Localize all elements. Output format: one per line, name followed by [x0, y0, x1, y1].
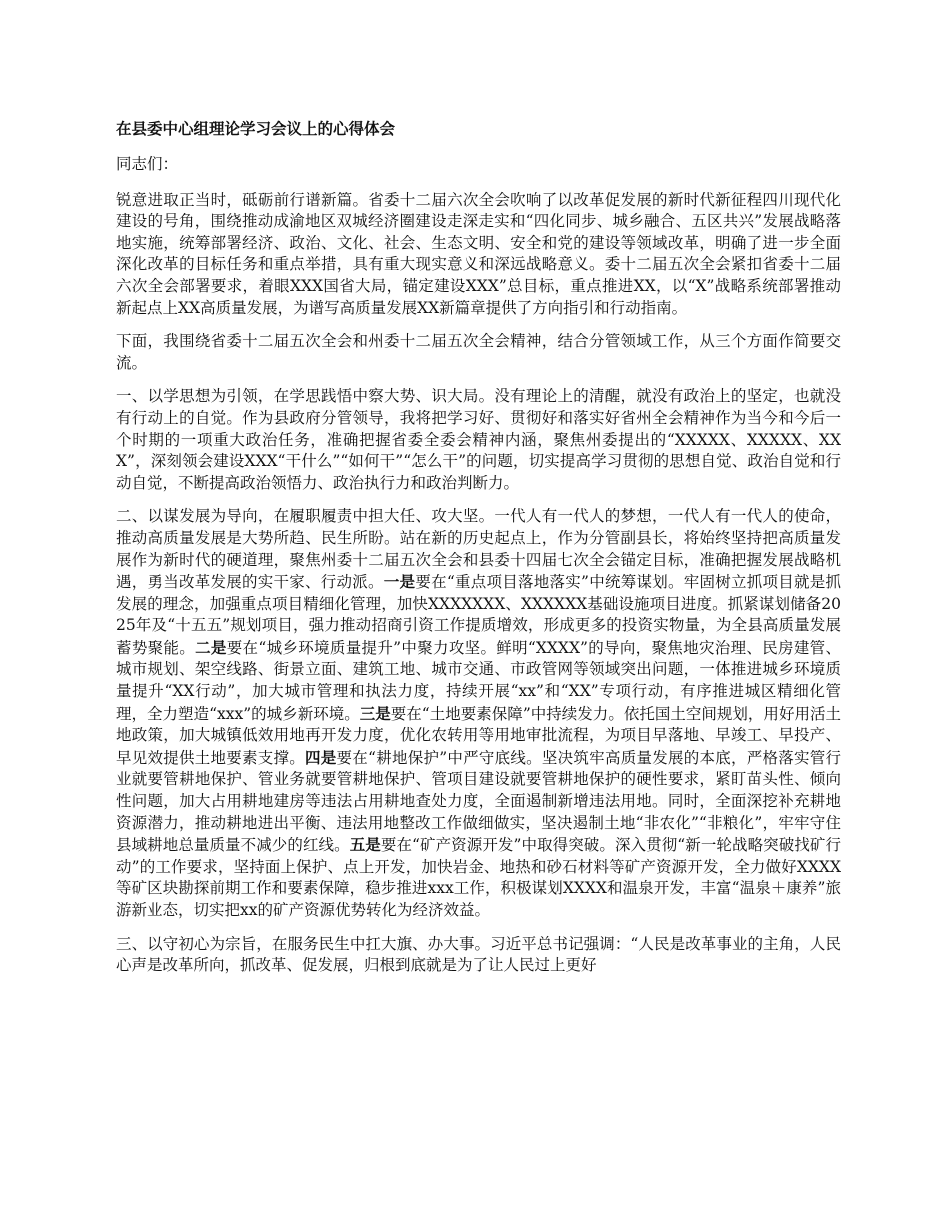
section-two-point-two: 要在“城乡环境质量提升”中聚力攻坚。鲜明“XXXX”的导向，聚焦地灾治理、民房建管、城市规划、架空线路、街景立面、建筑工地、城市交通、市政管网等领域突出问题，一体推进城乡环境质量提升“XX行动”，加大城市管理和执法力度，持续开展“xx”和“XX”专项行动，有序推进城区精细化管理，全力塑造“xxx”的城乡新环境。 — [116, 638, 841, 723]
keyword-fourth: 四是 — [305, 747, 337, 767]
section-two-point-four: 要在“耕地保护”中严守底线。坚决筑牢高质量发展的本底，严格落实管行业就要管耕地保护、管业务就要管耕地保护、管项目建设就要管耕地保护的硬性要求，紧盯苗头性、倾向性问题，加大占用耕地建房等违法占用耕地查处力度，全面遏制新增违法用地。同时，全面深挖补充耕地资源潜力，推动耕地进出平衡、违法用地整改工作做细做实，坚决遏制土地“非农化”“非粮化”，牢牢守住县域耕地总量质量不减少的红线。 — [116, 748, 841, 855]
paragraph-section-one: 一、以学思想为引领，在学思践悟中察大势、识大局。没有理论上的清醒，就没有政治上的坚定，也就没有行动上的自觉。作为县政府分管领导，我将把学习好、贯彻好和落实好省州全会精神作为当今和今后一个时期的一项重大政治任务，准确把握省委全委会精神内涵，聚焦州委提出的“XXXXX、XXXXX、XXX”，深刻领会建设XXX“干什么”“如何干”“怎么干”的问题，切实提高学习贯彻的思想自觉、政治自觉和行动自觉，不断提高政治领悟力、政治执行力和政治判断力。 — [116, 387, 841, 492]
keyword-third: 三是 — [359, 703, 391, 723]
keyword-fifth: 五是 — [349, 835, 381, 855]
document-title: 在县委中心组理论学习会议上的心得体会 — [116, 119, 396, 138]
section-two-point-one: 要在“重点项目落地落实”中统筹谋划。牢固树立抓项目就是抓发展的理念，加强重点项目精细化管理，加快XXXXXXX、XXXXXX基础设施项目进度。抓紧谋划储备2025年及“十五五”规划项目，强力推动招商引资工作提质增效，形成更多的投资实物量，为全县高质量发展蓄势聚能。 — [116, 573, 841, 657]
keyword-first: 一是 — [383, 572, 416, 592]
paragraph-section-three: 三、以守初心为宗旨，在服务民生中扛大旗、办大事。习近平总书记强调：“人民是改革事业的主角，人民心声是改革所向，抓改革、促发展，归根到底就是为了让人民过上更好 — [116, 934, 841, 975]
paragraph-section-two — [116, 506, 841, 921]
section-two-intro: 二、以谋发展为导向，在履职履责中担大任、攻大坚。一代人有一代人的梦想，一代人有一代人的使命，推动高质量发展是大势所趋、民生所盼。站在新的历史起点上，作为分管副县长，将始终坚持把高质量发展作为新时代的硬道理，聚焦州委十二届五次全会和县委十四届七次全会锚定目标，准确把握发展战略机遇，勇当改革发展的实干家、行动派。 — [116, 507, 841, 592]
section-two-point-five: 要在“矿产资源开发”中取得突破。深入贯彻“新一轮战略突破找矿行动”的工作要求，坚持面上保护、点上开发，加快岩金、地热和砂石材料等矿产资源开发，全力做好XXXX等矿区块勘探前期工作和要素保障，稳步推进xxx工作，积极谋划XXXX和温泉开发，丰富“温泉＋康养”旅游新业态，切实把xx的矿产资源优势转化为经济效益。 — [116, 836, 841, 919]
greeting: 同志们： — [116, 155, 179, 173]
section-two-point-three: 要在“土地要素保障”中持续发力。依托国土空间规划，用好用活土地政策，加大城镇低效用地再开发力度，优化农转用等用地审批流程，为项目早落地、早竣工、早投产、早见效提供土地要素支撑。 — [116, 704, 841, 767]
document-page — [116, 118, 841, 1218]
paragraph-intro: 锐意进取正当时，砥砺前行谱新篇。省委十二届六次全会吹响了以改革促发展的新时代新征程四川现代化建设的号角，围绕推动成渝地区双城经济圈建设走深走实和“四化同步、城乡融合、五区共兴”发展战略落地实施，统筹部署经济、政治、文化、社会、生态文明、安全和党的建设等领域改革，明确了进一步全面深化改革的目标任务和重点举措，具有重大现实意义和深远战略意义。委十二届五次全会紧扣省委十二届六次全会部署要求，着眼XXX国省大局，锚定建设XXX”总目标，重点推进XX，以“X”战略系统部署推动新起点上XX高质量发展，为谱写高质量发展XX新篇章提供了方向指引和行动指南。 — [116, 190, 841, 317]
paragraph-overview: 下面，我围绕省委十二届五次全会和州委十二届五次全会精神，结合分管领域工作，从三个方面作简要交流。 — [116, 332, 841, 372]
keyword-second: 二是 — [195, 637, 227, 657]
